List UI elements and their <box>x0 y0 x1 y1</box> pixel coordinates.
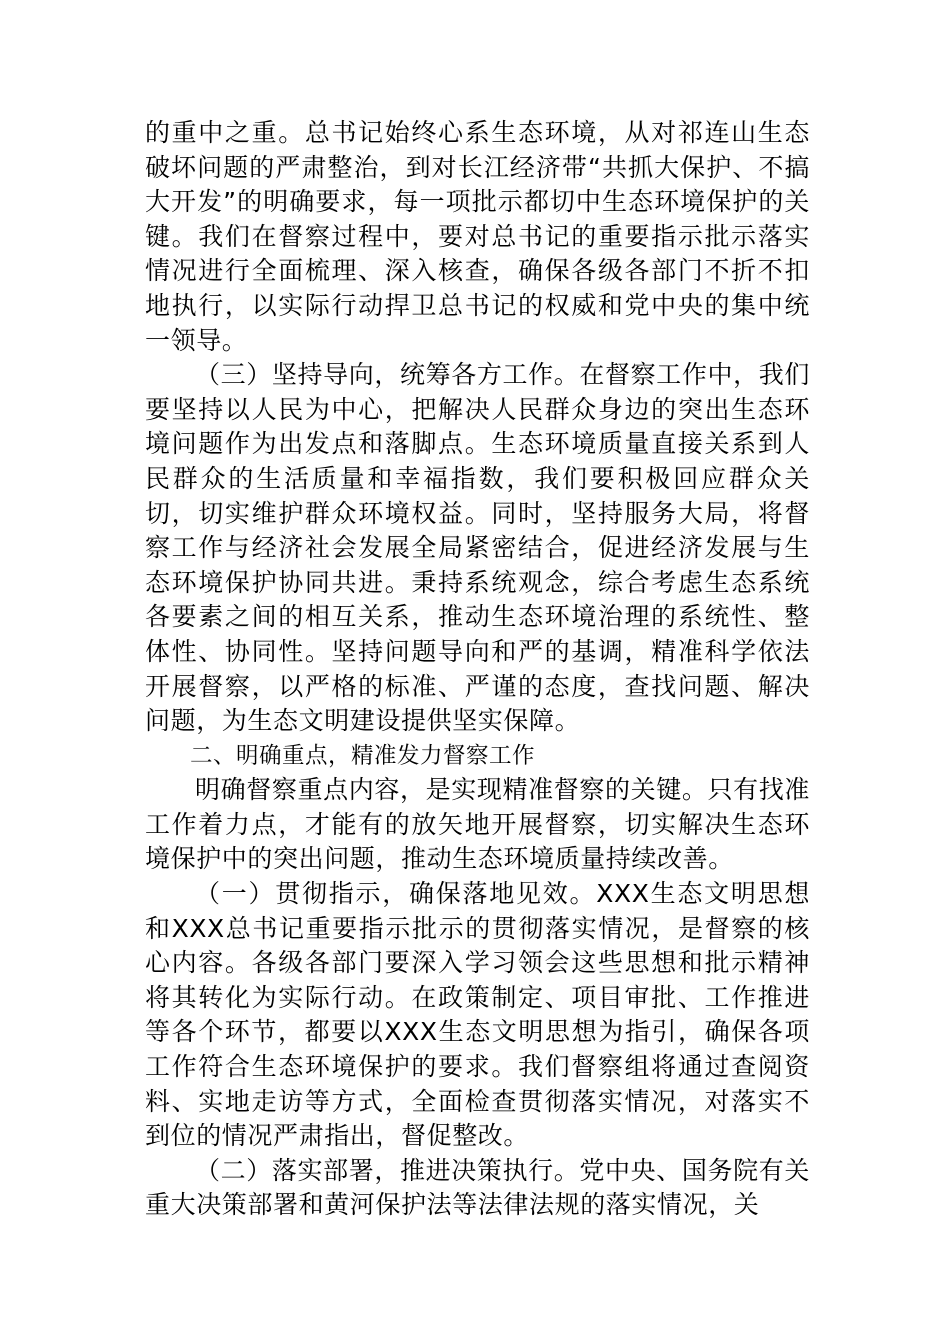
paragraph-intro-focus: 明确督察重点内容，是实现精准督察的关键。只有找准工作着力点，才能有的放矢地开展督察，切实解决生态环境保护中的突出问题，推动生态环境质量持续改善。 <box>145 775 810 874</box>
document-page <box>145 116 810 1223</box>
paragraph-subsection-two: （二）落实部署，推进决策执行。党中央、国务院有关重大决策部署和黄河保护法等法律法规的落实情况，关 <box>145 1155 810 1220</box>
section-heading-two: 二、明确重点，精准发力督察工作 <box>190 742 536 769</box>
paragraph-section-three: （三）坚持导向，统筹各方工作。在督察工作中，我们要坚持以人民为中心，把解决人民群众身边的突出生态环境问题作为出发点和落脚点。生态环境质量直接关系到人民群众的生活质量和幸福指数，我们要积极回应群众关切，切实维护群众环境权益。同时，坚持服务大局，将督察工作与经济社会发展全局紧密结合，促进经济发展与生态环境保护协同共进。秉持系统观念，综合考虑生态系统各要素之间的相互关系，推动生态环境治理的系统性、整体性、协同性。坚持问题导向和严的基调，精准科学依法开展督察，以严格的标准、严谨的态度，查找问题、解决问题，为生态文明建设提供坚实保障。 <box>145 360 810 736</box>
paragraph-subsection-one: （一）贯彻指示，确保落地见效。XXX生态文明思想和XXX总书记重要指示批示的贯彻落实情况，是督察的核心内容。各级各部门要深入学习领会这些思想和批示精神将其转化为实际行动。在政策制定、项目审批、工作推进等各个环节，都要以XXX生态文明思想为指引，确保各项工作符合生态环境保护的要求。我们督察组将通过查阅资料、实地走访等方式，全面检查贯彻落实情况，对落实不到位的情况严肃指出，督促整改。 <box>145 879 810 1151</box>
paragraph-continuation: 的重中之重。总书记始终心系生态环境，从对祁连山生态破坏问题的严肃整治，到对长江经济带“共抓大保护、不搞大开发”的明确要求，每一项批示都切中生态环境保护的关键。我们在督察过程中，要对总书记的重要指示批示落实情况进行全面梳理、深入核查，确保各级各部门不折不扣地执行，以实际行动捍卫总书记的权威和党中央的集中统一领导。 <box>145 118 810 355</box>
